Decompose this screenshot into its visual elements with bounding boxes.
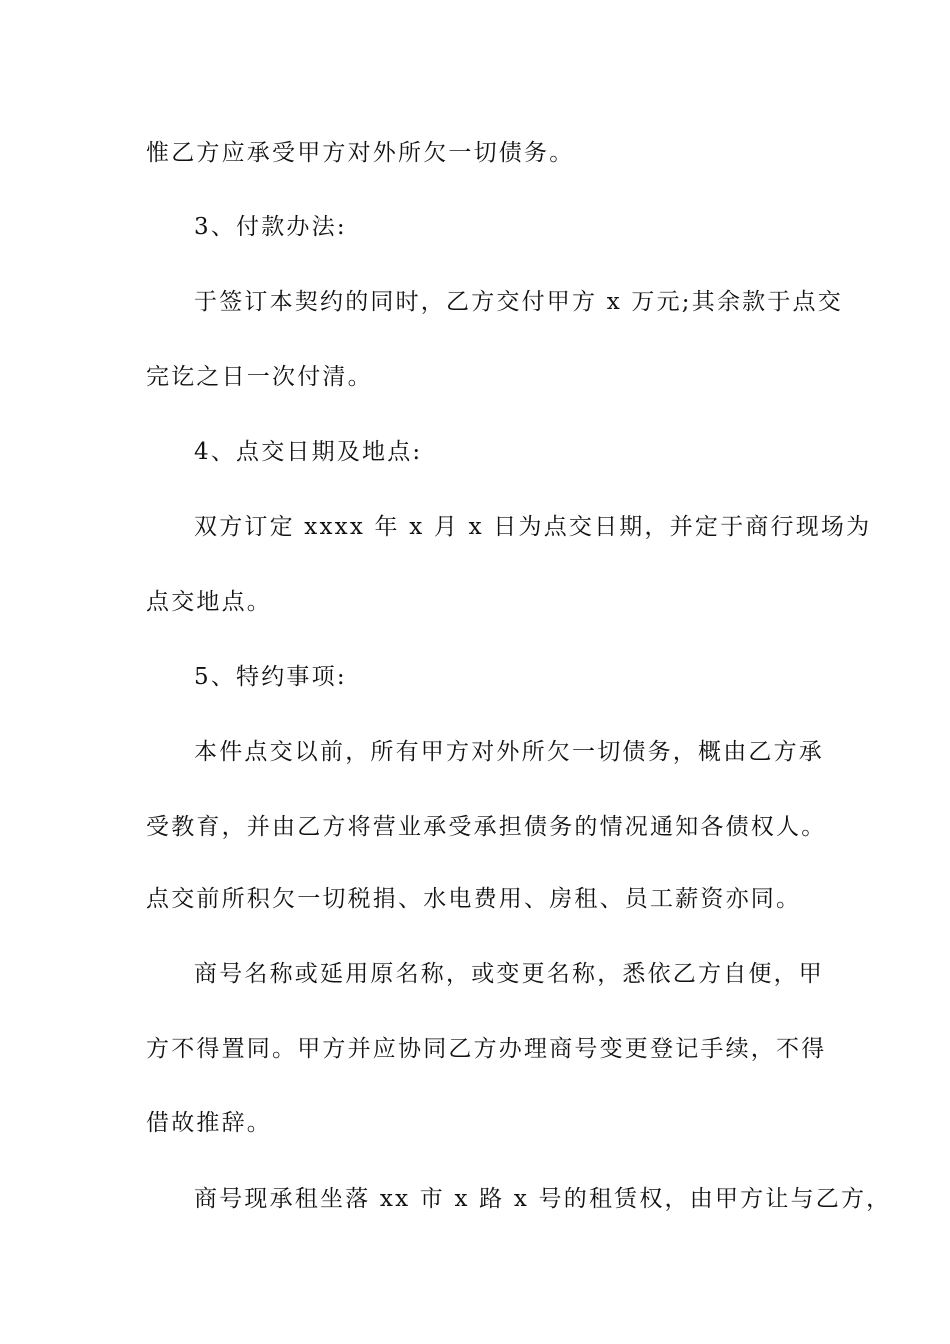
text-line: 惟乙方应承受甲方对外所欠一切债务。 xyxy=(146,140,575,166)
text-line: 双方订定 xxxx 年 x 月 x 日为点交日期，并定于商行现场为 xyxy=(194,514,872,540)
text-line: 受教育，并由乙方将营业承受承担债务的情况通知各债权人。 xyxy=(146,814,827,840)
text-line: 方不得置同。甲方并应协同乙方办理商号变更登记手续，不得 xyxy=(146,1036,827,1062)
section-heading-special-terms: 5、特约事项: xyxy=(194,664,347,690)
text-line: 点交地点。 xyxy=(146,589,272,615)
text-line: 于签订本契约的同时，乙方交付甲方 x 万元;其余款于点交 xyxy=(194,289,843,315)
section-heading-delivery: 4、点交日期及地点: xyxy=(194,439,423,465)
text-line: 借故推辞。 xyxy=(146,1110,272,1136)
text-line: 商号名称或延用原名称，或变更名称，悉依乙方自便，甲 xyxy=(194,961,824,987)
text-line: 点交前所积欠一切税捐、水电费用、房租、员工薪资亦同。 xyxy=(146,886,802,912)
section-heading-payment: 3、付款办法: xyxy=(194,214,347,240)
text-line: 商号现承租坐落 xx 市 x 路 x 号的租赁权，由甲方让与乙方， xyxy=(194,1186,892,1212)
text-line: 本件点交以前，所有甲方对外所欠一切债务，概由乙方承 xyxy=(194,739,824,765)
text-line: 完讫之日一次付清。 xyxy=(146,364,373,390)
